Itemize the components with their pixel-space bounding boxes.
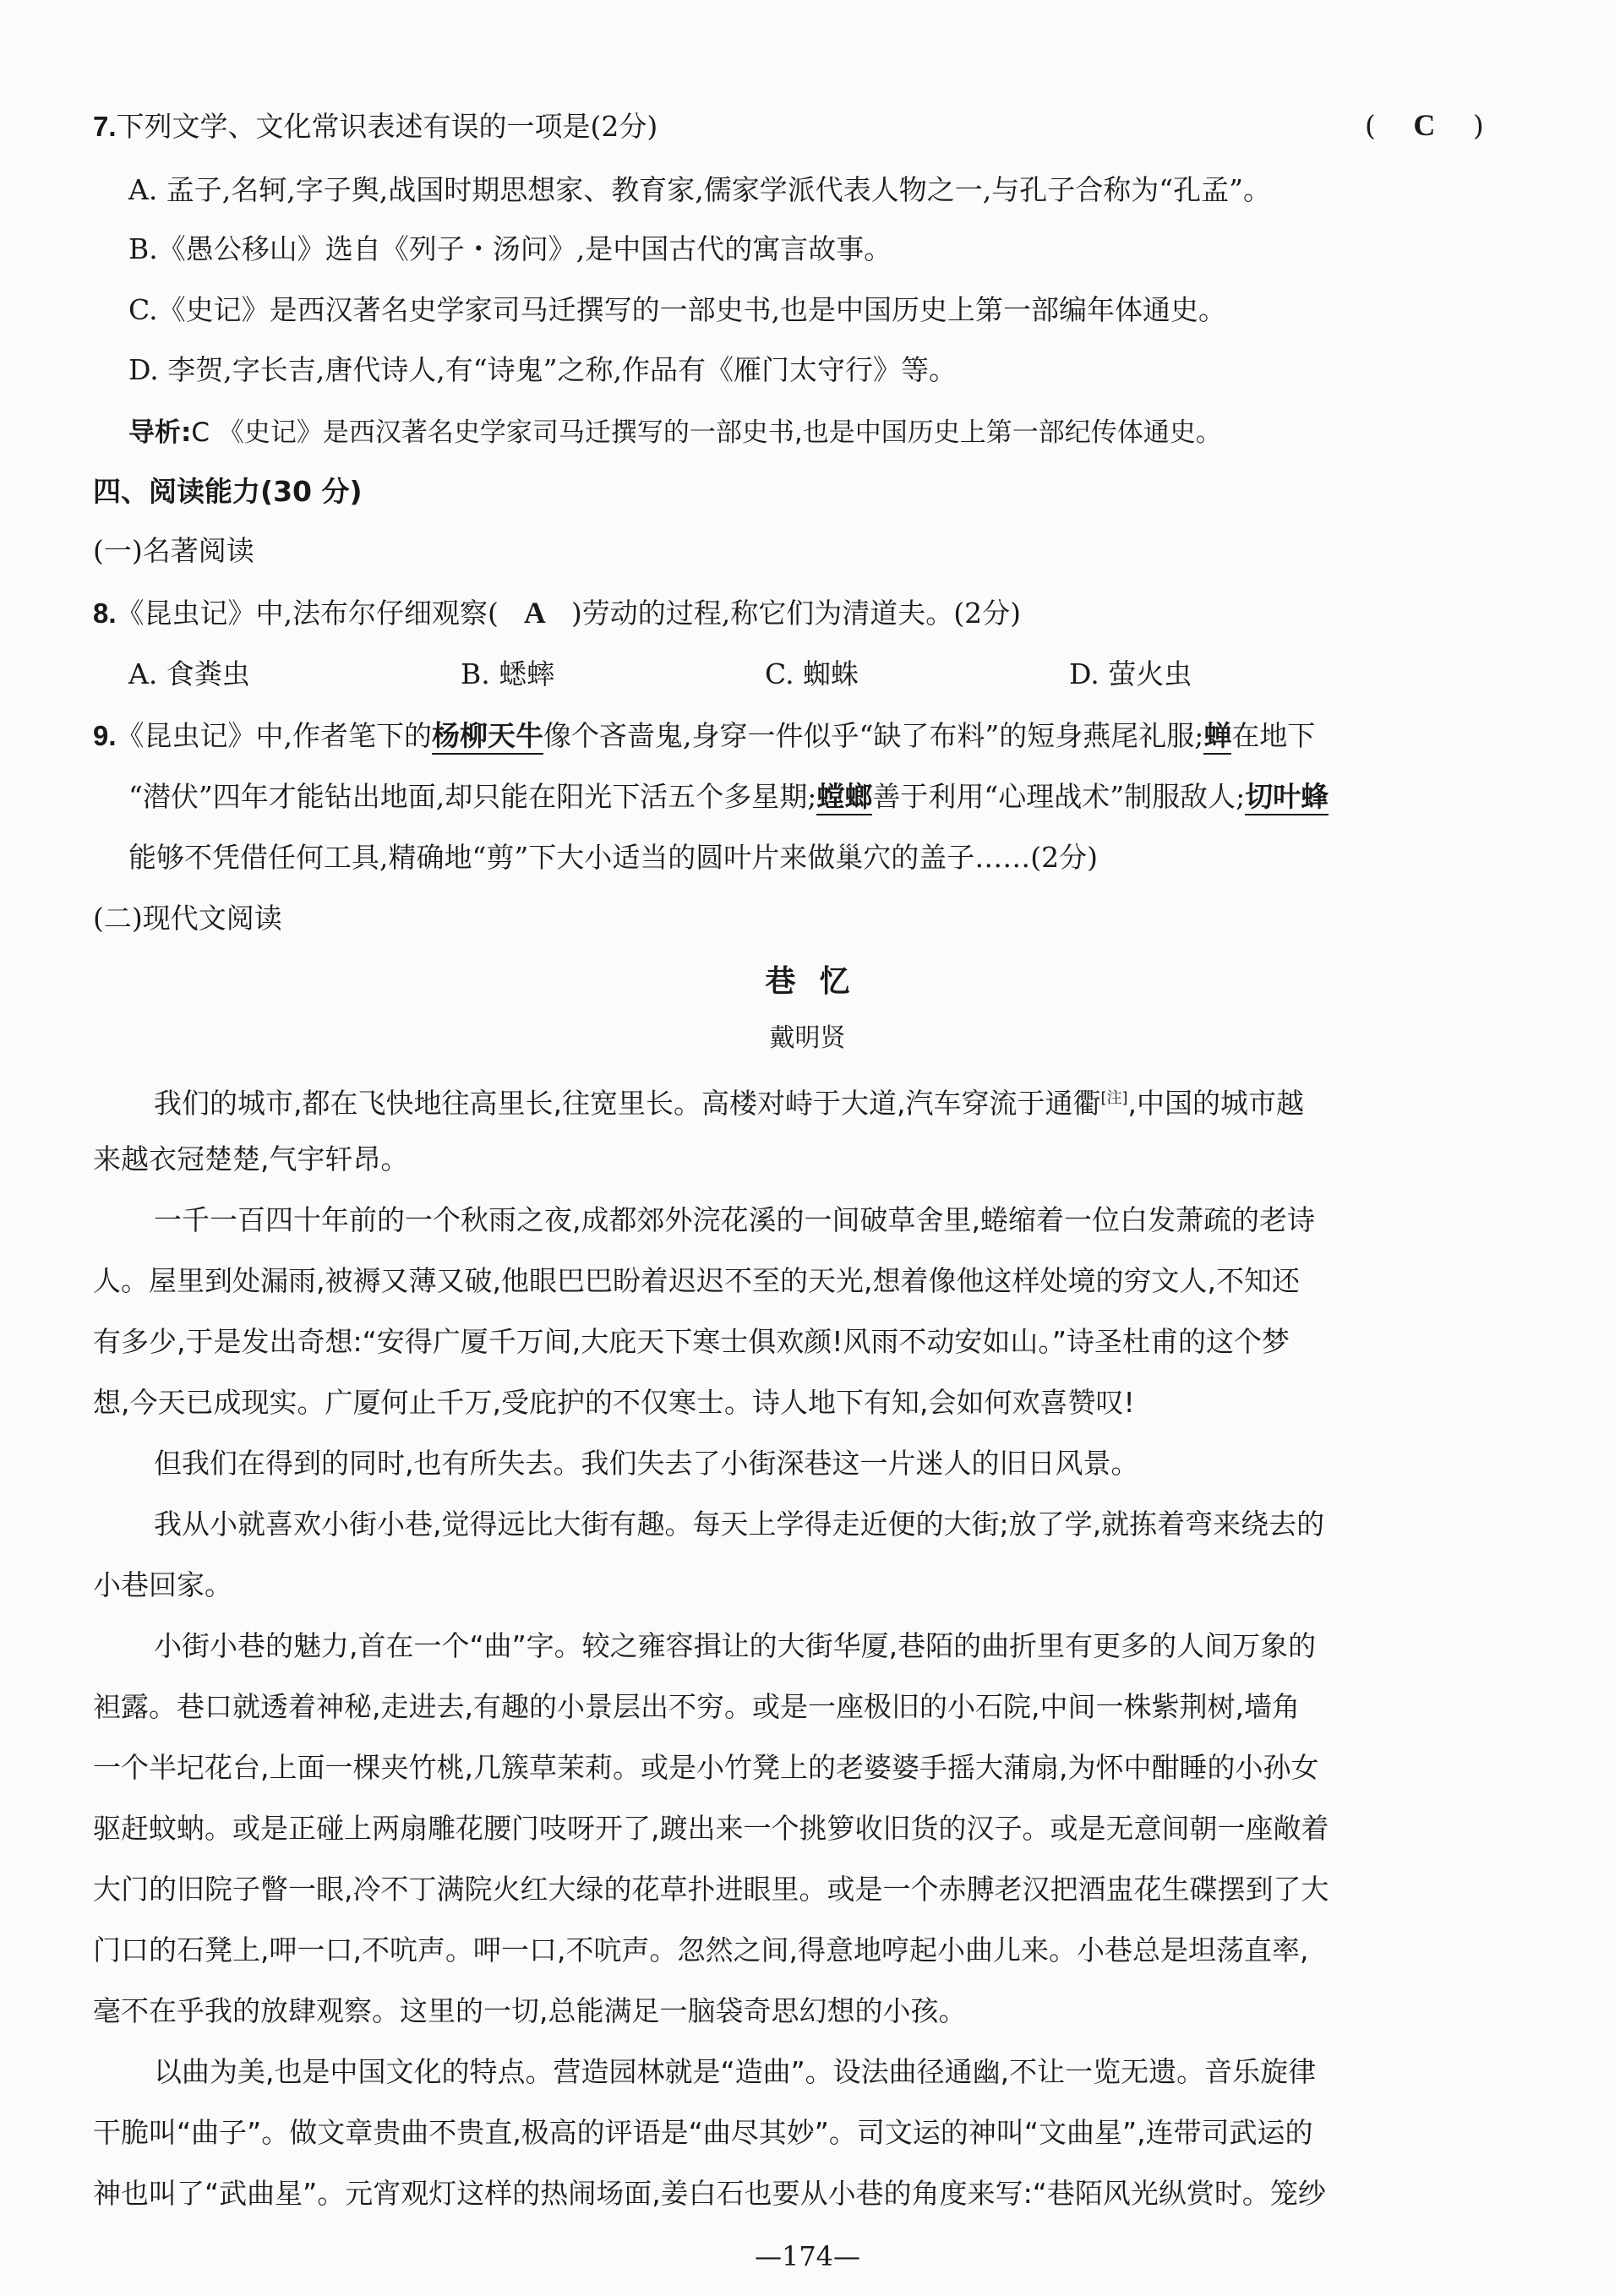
q7-bracket-left: (	[1365, 109, 1376, 142]
q7-option-d: D. 李贺,字长吉,唐代诗人,有“诗鬼”之称,作品有《雁门太守行》等。	[128, 353, 957, 386]
section-heading: 四、阅读能力(30 分)	[93, 475, 363, 508]
subsection-modern-reading: (二)现代文阅读	[93, 902, 282, 935]
article-title: 巷忆	[765, 964, 874, 999]
q7-guide	[128, 414, 1222, 451]
q8-stem-before: 《昆虫记》中,法布尔仔细观察(	[116, 597, 499, 630]
q8-number: 8.	[93, 597, 117, 629]
q9-text: “潜伏”四年才能钻出地面,却只能在阳光下活五个多星期;	[128, 780, 817, 813]
q7-answer: C	[1413, 108, 1436, 142]
article-line: 想,今天已成现实。广厦何止千万,受庇护的不仅寒士。诗人地下有知,会如何欢喜赞叹!	[93, 1386, 1135, 1419]
q9-text: 在地下	[1231, 719, 1316, 752]
q7-answer-box	[1365, 106, 1484, 145]
article-line: 大门的旧院子瞥一眼,冷不丁满院火红大绿的花草扑进眼里。或是一个赤膊老汉把酒盅花生碟摆到了大	[93, 1873, 1329, 1906]
article-line: 但我们在得到的同时,也有所失去。我们失去了小街深巷这一片迷人的旧日风景。	[154, 1447, 1139, 1480]
underlined-term: 蝉	[1203, 719, 1231, 755]
article-text: ,中国的城市越	[1127, 1087, 1305, 1120]
q8-option-d: D. 萤火虫	[1069, 657, 1192, 690]
article-line: 来越衣冠楚楚,气宇轩昂。	[93, 1143, 409, 1175]
article-author: 戴明贤	[769, 1023, 846, 1053]
article-line: 毫不在乎我的放肆观察。这里的一切,总能满足一脑袋奇思幻想的小孩。	[93, 1994, 967, 2027]
q7-guide-label: 导析:	[128, 417, 192, 448]
q8-stem-line	[93, 594, 1021, 632]
q7-bracket-right: )	[1472, 109, 1484, 142]
article-line: 小巷回家。	[93, 1568, 232, 1601]
article-line: 门口的石凳上,呷一口,不吭声。呷一口,不吭声。忽然之间,得意地哼起小曲儿来。小巷总是坦荡直率,	[93, 1933, 1309, 1966]
article-text: 我们的城市,都在飞快地往高里长,往宽里长。高楼对峙于大道,汽车穿流于通衢	[154, 1087, 1101, 1120]
q7-stem: 下列文学、文化常识表述有误的一项是(2分)	[116, 110, 658, 143]
q9-text: 《昆虫记》中,作者笔下的	[116, 719, 433, 752]
underlined-term: 螳螂	[816, 780, 872, 815]
q8-option-a: A. 食粪虫	[128, 657, 250, 690]
article-line: 人。屋里到处漏雨,被褥又薄又破,他眼巴巴盼着迟迟不至的天光,想着像他这样处境的穷文人,不知还	[93, 1264, 1300, 1297]
q8-stem-after: )劳动的过程,称它们为清道夫。(2分)	[570, 597, 1022, 630]
q7-guide-text: C 《史记》是西汉著名史学家司马迁撰写的一部史书,也是中国历史上第一部纪传体通史。	[191, 417, 1222, 448]
q9-line-2	[128, 778, 1329, 815]
article-line	[154, 1080, 1304, 1122]
footnote-marker: [注]	[1100, 1089, 1128, 1107]
q7-number: 7.	[93, 111, 117, 142]
q9-number: 9.	[93, 720, 117, 751]
article-line: 一个半圮花台,上面一棵夹竹桃,几簇草茉莉。或是小竹凳上的老婆婆手摇大蒲扇,为怀中酣睡的小孙女	[93, 1751, 1319, 1784]
article-line: 袒露。巷口就透着神秘,走进去,有趣的小景层出不穷。或是一座极旧的小石院,中间一株紫荆树,墙角	[93, 1690, 1300, 1723]
article-line: 一千一百四十年前的一个秋雨之夜,成都郊外浣花溪的一间破草舍里,蜷缩着一位白发萧疏的老诗	[154, 1203, 1315, 1236]
q8-answer: A	[523, 596, 546, 630]
q7-option-c: C.《史记》是西汉著名史学家司马迁撰写的一部史书,也是中国历史上第一部编年体通史。	[128, 293, 1227, 326]
subsection-classic-reading: (一)名著阅读	[93, 534, 254, 567]
q9-text: 像个吝啬鬼,身穿一件似乎“缺了布料”的短身燕尾礼服;	[543, 719, 1204, 752]
q9-text: 善于利用“心理战术”制服敌人;	[872, 780, 1246, 813]
page-number: —174—	[754, 2240, 861, 2272]
article-line: 以曲为美,也是中国文化的特点。营造园林就是“造曲”。设法曲径通幽,不让一览无遗。音乐旋律	[154, 2055, 1317, 2088]
q7-stem-line	[93, 108, 657, 145]
q7-option-b: B.《愚公移山》选自《列子・汤问》,是中国古代的寓言故事。	[128, 232, 892, 265]
article-line: 干脆叫“曲子”。做文章贵曲不贵直,极高的评语是“曲尽其妙”。司文运的神叫“文曲星”,连带司武运的	[93, 2116, 1313, 2149]
underlined-term: 杨柳天牛	[432, 719, 543, 755]
underlined-term: 切叶蜂	[1245, 780, 1329, 815]
article-line: 小街小巷的魅力,首在一个“曲”字。较之雍容揖让的大街华厦,巷陌的曲折里有更多的人间万象的	[154, 1629, 1317, 1662]
q7-option-a: A. 孟子,名轲,字子舆,战国时期思想家、教育家,儒家学派代表人物之一,与孔子合称为“孔孟”。	[128, 173, 1272, 206]
q9-line-3: 能够不凭借任何工具,精确地“剪”下大小适当的圆叶片来做巢穴的盖子……(2分)	[128, 841, 1098, 874]
q8-option-b: B. 蟋蟀	[461, 657, 555, 690]
article-line: 有多少,于是发出奇想:“安得广厦千万间,大庇天下寒士俱欢颜!风雨不动安如山。”诗圣杜甫的这个梦	[93, 1325, 1290, 1358]
article-line: 我从小就喜欢小街小巷,觉得远比大街有趣。每天上学得走近便的大街;放了学,就拣着弯来绕去的	[154, 1508, 1325, 1541]
q8-option-c: C. 蜘蛛	[765, 657, 859, 690]
article-line: 驱赶蚊蚋。或是正碰上两扇雕花腰门吱呀开了,踱出来一个挑箩收旧货的汉子。或是无意间朝一座敞着	[93, 1812, 1329, 1845]
q9-line-1	[93, 717, 1315, 755]
article-line: 神也叫了“武曲星”。元宵观灯这样的热闹场面,姜白石也要从小巷的角度来写:“巷陌风光纵赏时。笼纱	[93, 2177, 1326, 2210]
